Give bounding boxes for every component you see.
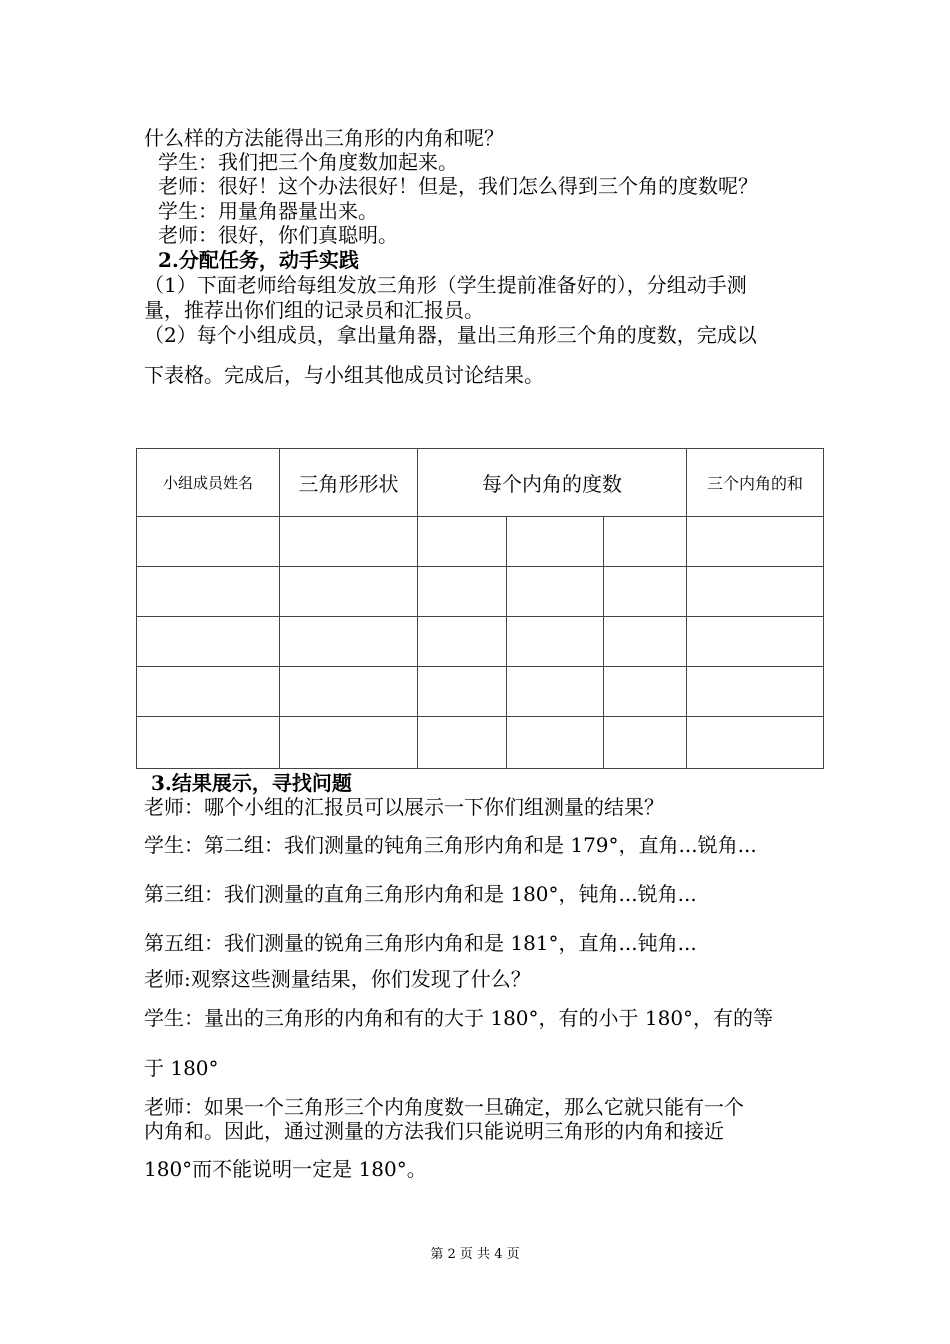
section-3-line-6b: 于 180° bbox=[144, 1056, 219, 1080]
header-triangle-shape: 三角形形状 bbox=[280, 449, 418, 517]
section-2-para-1b: 量，推荐出你们组的记录员和汇报员。 bbox=[144, 298, 484, 322]
table-cell[interactable] bbox=[137, 617, 280, 667]
table-cell[interactable] bbox=[137, 717, 280, 769]
table-cell[interactable] bbox=[280, 667, 418, 717]
section-3-line-7c: 180°而不能说明一定是 180°。 bbox=[144, 1157, 427, 1181]
section-3-line-2: 学生：第二组：我们测量的钝角三角形内角和是 179°，直角...锐角... bbox=[144, 833, 757, 857]
section-3-line-5: 老师:观察这些测量结果，你们发现了什么？ bbox=[144, 967, 531, 991]
table-cell[interactable] bbox=[604, 567, 687, 617]
table-cell[interactable] bbox=[418, 567, 507, 617]
table-row bbox=[137, 717, 824, 769]
header-interior-angles: 每个内角的度数 bbox=[418, 449, 687, 517]
table-cell[interactable] bbox=[687, 517, 824, 567]
section-3-line-4: 第五组：我们测量的锐角三角形内角和是 181°，直角...钝角... bbox=[144, 931, 697, 955]
header-angle-sum: 三个内角的和 bbox=[687, 449, 824, 517]
table-cell[interactable] bbox=[418, 667, 507, 717]
table-cell[interactable] bbox=[687, 667, 824, 717]
table-row bbox=[137, 667, 824, 717]
table-cell[interactable] bbox=[604, 517, 687, 567]
table-cell[interactable] bbox=[507, 617, 604, 667]
table-cell[interactable] bbox=[137, 517, 280, 567]
table-cell[interactable] bbox=[604, 617, 687, 667]
intro-line-5: 老师：很好，你们真聪明。 bbox=[158, 223, 398, 247]
page-footer: 第 2 页 共 4 页 bbox=[430, 1247, 520, 1262]
table-cell[interactable] bbox=[687, 567, 824, 617]
intro-line-4: 学生：用量角器量出来。 bbox=[158, 199, 378, 223]
table-cell[interactable] bbox=[280, 567, 418, 617]
table-cell[interactable] bbox=[418, 717, 507, 769]
table-row bbox=[137, 567, 824, 617]
header-member-name: 小组成员姓名 bbox=[137, 449, 280, 517]
section-3-line-7b: 内角和。因此，通过测量的方法我们只能说明三角形的内角和接近 bbox=[144, 1119, 724, 1143]
section-3-line-3: 第三组：我们测量的直角三角形内角和是 180°，钝角...锐角... bbox=[144, 882, 697, 906]
table-header-row bbox=[137, 449, 824, 517]
section-3-line-6a: 学生：量出的三角形的内角和有的大于 180°，有的小于 180°，有的等 bbox=[144, 1006, 774, 1030]
section-2-heading: 2.分配任务，动手实践 bbox=[158, 248, 359, 272]
table-cell[interactable] bbox=[687, 617, 824, 667]
measurement-table bbox=[136, 448, 824, 769]
intro-line-1: 什么样的方法能得出三角形的内角和呢？ bbox=[144, 126, 504, 150]
section-3-line-1: 老师：哪个小组的汇报员可以展示一下你们组测量的结果？ bbox=[144, 795, 664, 819]
table-row bbox=[137, 617, 824, 667]
table-row bbox=[137, 517, 824, 567]
section-3-line-7a: 老师：如果一个三角形三个内角度数一旦确定，那么它就只能有一个 bbox=[144, 1095, 744, 1119]
table-cell[interactable] bbox=[418, 517, 507, 567]
table-cell[interactable] bbox=[137, 567, 280, 617]
table-cell[interactable] bbox=[507, 517, 604, 567]
section-3-heading: 3.结果展示，寻找问题 bbox=[151, 771, 352, 795]
table-cell[interactable] bbox=[507, 567, 604, 617]
table-cell[interactable] bbox=[604, 717, 687, 769]
table-cell[interactable] bbox=[507, 667, 604, 717]
section-2-para-2a: （2）每个小组成员，拿出量角器，量出三角形三个角的度数，完成以 bbox=[144, 323, 757, 347]
table-cell[interactable] bbox=[604, 667, 687, 717]
table-cell[interactable] bbox=[280, 617, 418, 667]
section-2-para-2b: 下表格。完成后，与小组其他成员讨论结果。 bbox=[144, 363, 544, 387]
table-cell[interactable] bbox=[280, 517, 418, 567]
section-2-para-1a: （1）下面老师给每组发放三角形（学生提前准备好的），分组动手测 bbox=[144, 273, 747, 297]
intro-line-3: 老师：很好！这个办法很好！但是，我们怎么得到三个角的度数呢？ bbox=[158, 174, 758, 198]
table-cell[interactable] bbox=[137, 667, 280, 717]
intro-line-2: 学生：我们把三个角度数加起来。 bbox=[158, 150, 458, 174]
table-cell[interactable] bbox=[280, 717, 418, 769]
table-cell[interactable] bbox=[507, 717, 604, 769]
table-cell[interactable] bbox=[418, 617, 507, 667]
table-cell[interactable] bbox=[687, 717, 824, 769]
